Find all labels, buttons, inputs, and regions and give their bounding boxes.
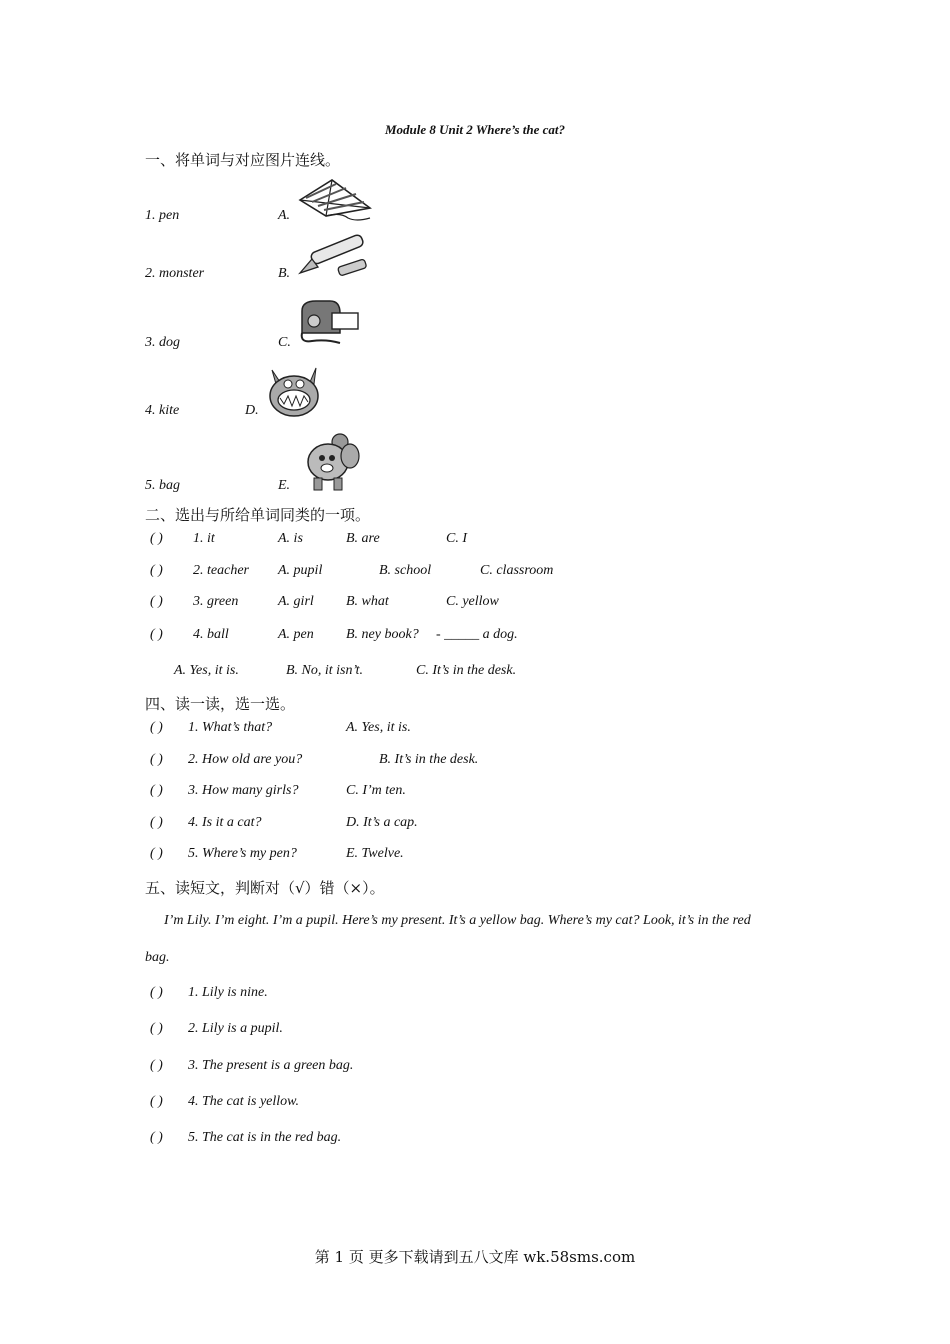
option-c: C. yellow: [446, 594, 499, 609]
page-title: Module 8 Unit 2 Where’s the cat?: [384, 122, 566, 137]
statement-text: 5. The cat is in the red bag.: [188, 1130, 342, 1145]
option-a: A. pupil: [278, 563, 323, 578]
question-word: 1. it: [193, 531, 215, 546]
extra-option-b: B. No, it isn’t.: [286, 663, 364, 678]
option-b: B. what: [346, 594, 389, 609]
section4-heading: 四、读一读，选一选。: [145, 695, 296, 713]
question-text: 3. How many girls?: [188, 783, 299, 798]
option-c: C. I: [446, 531, 467, 546]
question-text: 5. Where’s my pen?: [188, 846, 297, 861]
option-c: - _____ a dog.: [436, 627, 518, 642]
answer-bracket[interactable]: ( ): [150, 783, 163, 798]
statement-text: 4. The cat is yellow.: [188, 1094, 299, 1109]
letter-label: D.: [245, 403, 259, 418]
option-b: B. school: [379, 563, 432, 578]
statement-text: 2. Lily is a pupil.: [188, 1021, 283, 1036]
question-word: 3. green: [193, 594, 239, 609]
answer-bracket[interactable]: ( ): [150, 1021, 163, 1036]
answer-bracket[interactable]: ( ): [150, 531, 163, 546]
question-text: 2. How old are you?: [188, 752, 303, 767]
question-word: 2. teacher: [193, 563, 249, 578]
bag-picture: [296, 297, 362, 347]
option-b: B. ney book?: [346, 627, 419, 642]
answer-bracket[interactable]: ( ): [150, 1094, 163, 1109]
answer-bracket[interactable]: ( ): [150, 846, 163, 861]
answer-bracket[interactable]: ( ): [150, 594, 163, 609]
section1-heading: 一、将单词与对应图片连线。: [145, 151, 341, 169]
answer-option: C. I’m ten.: [346, 783, 406, 798]
letter-label: B.: [278, 266, 291, 281]
letter-label: A.: [278, 208, 291, 223]
answer-option: B. It’s in the desk.: [379, 752, 479, 767]
answer-bracket[interactable]: ( ): [150, 985, 163, 1000]
passage-line: I’m Lily. I’m eight. I’m a pupil. Here’s my present. It’s a yellow bag. Where’s my cat? Look, it’s in the red: [164, 913, 751, 928]
option-a: A. is: [278, 531, 303, 546]
answer-option: D. It’s a cap.: [346, 815, 418, 830]
answer-bracket[interactable]: ( ): [150, 1130, 163, 1145]
monster-picture: [266, 366, 322, 418]
answer-bracket[interactable]: ( ): [150, 1058, 163, 1073]
word-item: 1. pen: [145, 208, 180, 223]
question-text: 4. Is it a cat?: [188, 815, 262, 830]
answer-option: E. Twelve.: [346, 846, 404, 861]
answer-bracket[interactable]: ( ): [150, 815, 163, 830]
statement-text: 1. Lily is nine.: [188, 985, 268, 1000]
section5-heading: 五、读短文，判断对（√）错（×）。: [145, 879, 385, 897]
word-item: 5. bag: [145, 478, 180, 493]
answer-option: A. Yes, it is.: [346, 720, 411, 735]
extra-option-c: C. It’s in the desk.: [416, 663, 517, 678]
letter-label: C.: [278, 335, 291, 350]
passage-line: bag.: [145, 950, 170, 965]
option-a: A. pen: [278, 627, 314, 642]
letter-label: E.: [278, 478, 291, 493]
option-b: B. are: [346, 531, 380, 546]
option-c: C. classroom: [480, 563, 554, 578]
answer-bracket[interactable]: ( ): [150, 627, 163, 642]
question-text: 1. What’s that?: [188, 720, 273, 735]
page-footer: 第 1 页 更多下载请到五八文库 wk.58sms.com: [314, 1248, 636, 1266]
question-word: 4. ball: [193, 627, 229, 642]
pen-picture: [298, 233, 370, 281]
word-item: 2. monster: [145, 266, 205, 281]
option-a: A. girl: [278, 594, 314, 609]
section2-heading: 二、选出与所给单词同类的一项。: [145, 506, 371, 524]
kite-picture: [296, 178, 372, 222]
answer-bracket[interactable]: ( ): [150, 563, 163, 578]
answer-bracket[interactable]: ( ): [150, 752, 163, 767]
answer-bracket[interactable]: ( ): [150, 720, 163, 735]
word-item: 4. kite: [145, 403, 180, 418]
word-item: 3. dog: [145, 335, 180, 350]
dog-picture: [300, 428, 364, 492]
statement-text: 3. The present is a green bag.: [188, 1058, 354, 1073]
extra-option-a: A. Yes, it is.: [174, 663, 239, 678]
